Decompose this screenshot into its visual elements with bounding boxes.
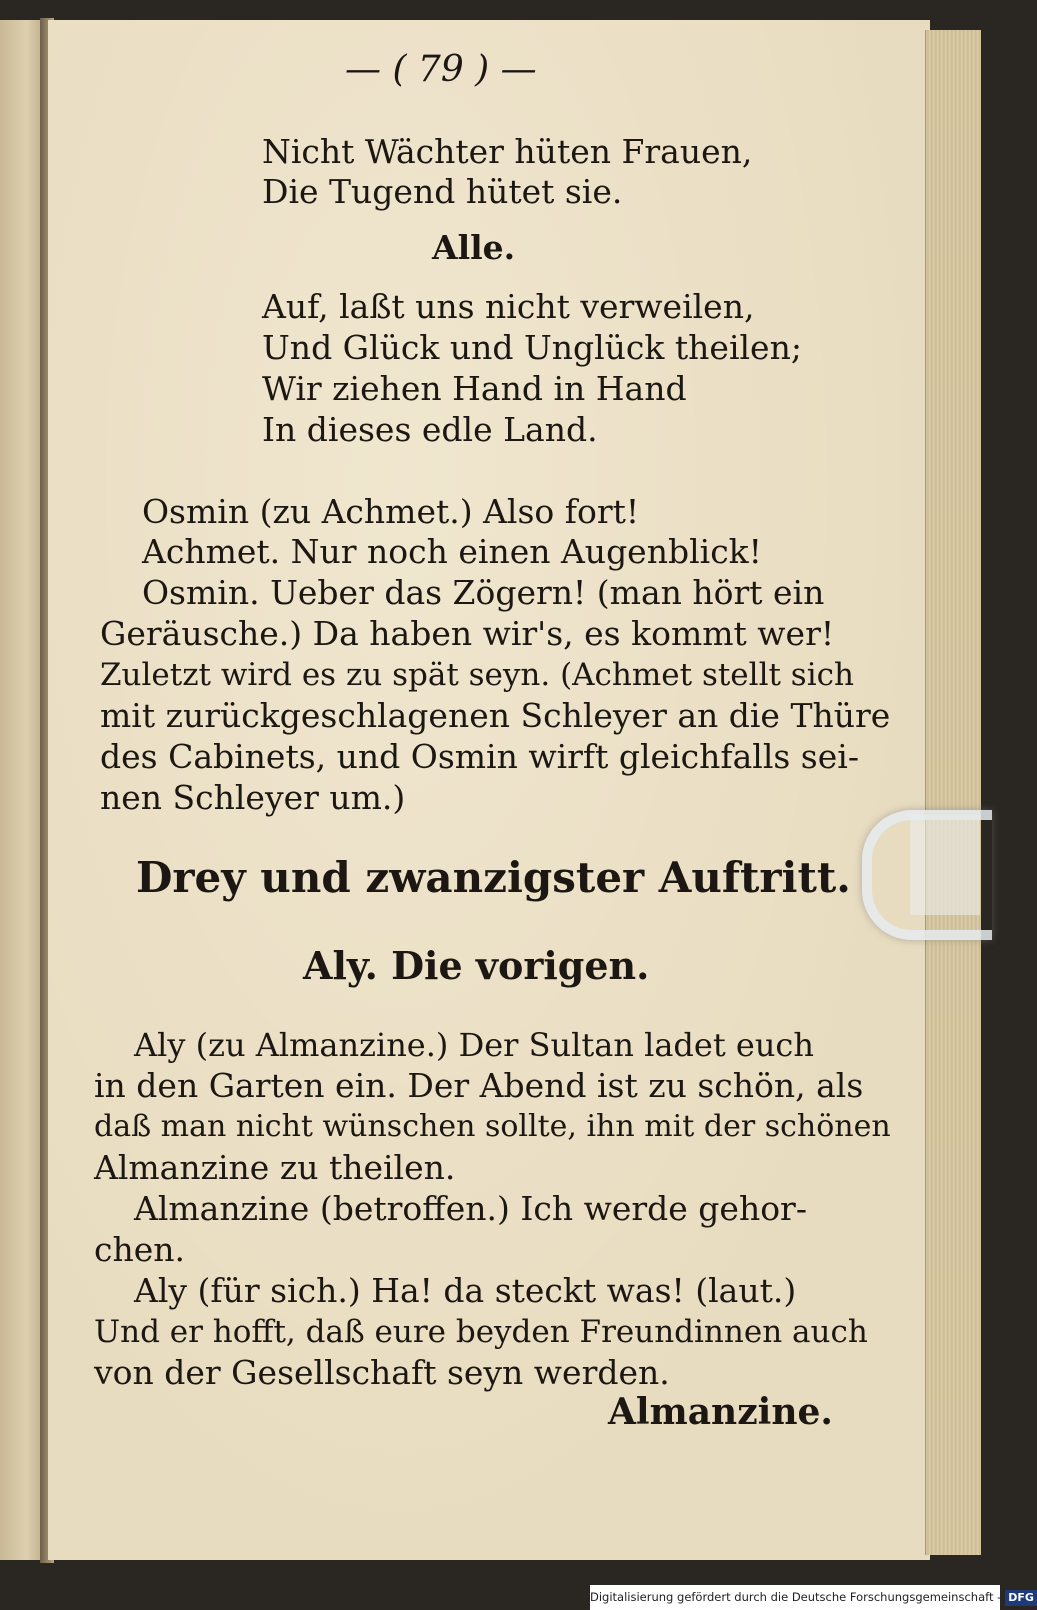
dialogue-line: Achmet. Nur noch einen Augenblick! bbox=[142, 532, 762, 571]
verse-line: Auf, laßt uns nicht verweilen, bbox=[262, 287, 755, 326]
dialogue-line: daß man nicht wünschen sollte, ihn mit der schönen bbox=[94, 1109, 891, 1144]
dialogue-line: chen. bbox=[94, 1230, 186, 1269]
verse-line: Und Glück und Unglück theilen; bbox=[262, 328, 802, 367]
dialogue-line: Almanzine zu theilen. bbox=[94, 1148, 456, 1187]
dialogue-line: nen Schleyer um.) bbox=[100, 778, 406, 817]
scene-title: Drey und zwanzigster Auftritt. bbox=[136, 853, 851, 902]
speaker-heading: Alle. bbox=[432, 228, 516, 267]
dialogue-line: Aly (für sich.) Ha! da steckt was! (laut.) bbox=[134, 1271, 797, 1310]
catchword: Almanzine. bbox=[608, 1391, 833, 1433]
dialogue-line: Aly (zu Almanzine.) Der Sultan ladet euch bbox=[134, 1026, 814, 1064]
verse-line: Nicht Wächter hüten Frauen, bbox=[262, 132, 753, 171]
verse-line: In dieses edle Land. bbox=[262, 410, 598, 449]
page-number: — ( 79 ) — bbox=[345, 49, 537, 90]
dialogue-line: Osmin. Ueber das Zögern! (man hört ein bbox=[142, 573, 825, 612]
dialogue-line: mit zurückgeschlagenen Schleyer an die Thüre bbox=[100, 696, 891, 735]
dialogue-line: des Cabinets, und Osmin wirft gleichfalls sei- bbox=[100, 737, 859, 776]
dialogue-line: Osmin (zu Achmet.) Also fort! bbox=[142, 492, 640, 531]
dialogue-line: Geräusche.) Da haben wir's, es kommt wer! bbox=[100, 614, 835, 653]
dialogue-line: Almanzine (betroffen.) Ich werde gehor- bbox=[134, 1189, 807, 1228]
dialogue-line: von der Gesellschaft seyn werden. bbox=[94, 1353, 670, 1392]
verse-line: Die Tugend hütet sie. bbox=[262, 172, 623, 211]
dfg-logo: DFG bbox=[1005, 1590, 1037, 1606]
digitization-credit bbox=[590, 1585, 1034, 1610]
scene-cast: Aly. Die vorigen. bbox=[303, 943, 650, 988]
dialogue-line: Zuletzt wird es zu spät seyn. (Achmet stellt sich bbox=[100, 657, 854, 693]
verse-line: Wir ziehen Hand in Hand bbox=[262, 369, 687, 408]
credit-text: Digitalisierung gefördert durch die Deutsche Forschungsgemeinschaft - bbox=[590, 1590, 1002, 1604]
dialogue-line: Und er hofft, daß eure beyden Freundinnen auch bbox=[94, 1314, 868, 1350]
dialogue-line: in den Garten ein. Der Abend ist zu schön, als bbox=[94, 1066, 864, 1105]
